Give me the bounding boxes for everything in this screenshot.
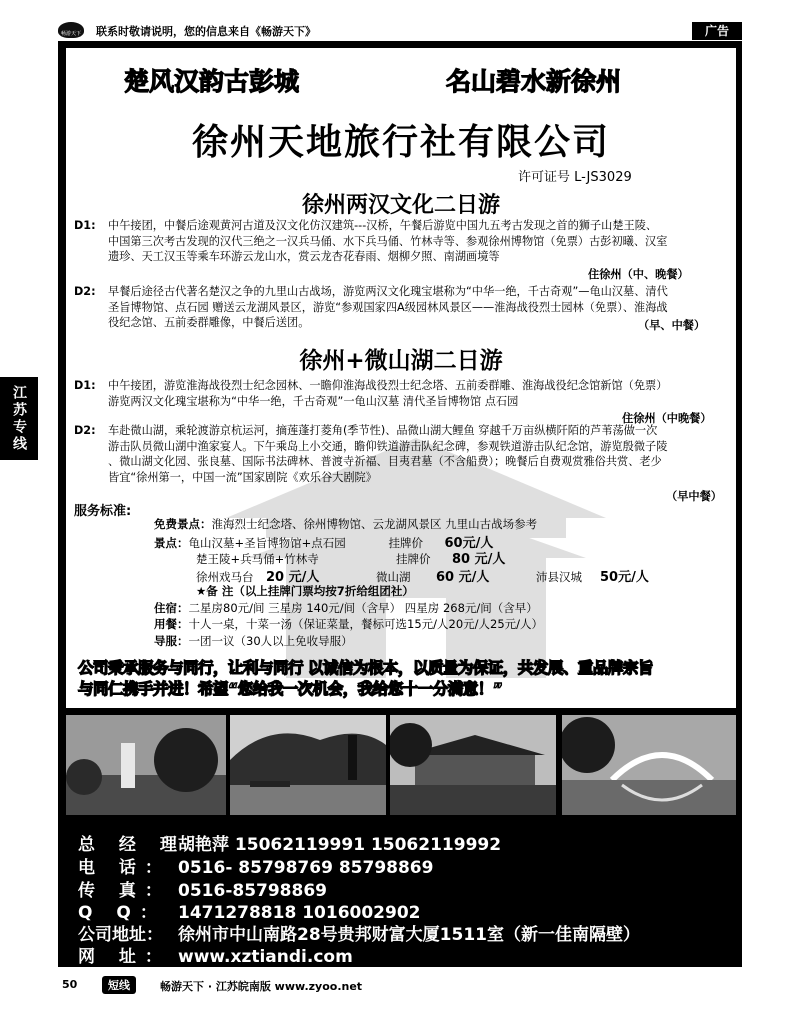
day-label: D2: xyxy=(74,424,96,437)
top-note: 联系时敬请说明，您的信息来自《畅游天下》 xyxy=(96,25,316,38)
contact-key: 网 址： xyxy=(78,947,171,967)
day-text: 车赴微山湖，乘轮渡游京杭运河，摘莲蓬打菱角(季节性)、品微山湖大鲤鱼 穿越千万亩纵横阡陌的芦苇荡做一次游击队员微山湖中渔家宴人。下午乘岛上小交通，瞻仰铁道游击队纪念碑，参观铁道游击队纪念馆，游览殷微子陵 、微山湖文化园、张良墓、国际书法碑林、普渡寺祈福、目夷君墓（不含船费）；晚餐后自费观赏雅俗共赏、老少皆宜“徐州第一，中国一流”国家剧院《欢乐谷大剧院》 xyxy=(108,424,668,484)
price-name: 楚王陵+兵马俑+竹林寺 xyxy=(196,552,319,566)
slogan-right: 名山碧水新徐州 xyxy=(446,67,622,96)
meal-text: 十人一桌，十菜一汤（保证菜量，餐标可选15元/人20元/人25元/人） xyxy=(188,617,544,631)
extra-name: 徐州戏马台 xyxy=(196,570,254,584)
page-number: 50 xyxy=(62,978,78,991)
contact-key: 公司地址： xyxy=(78,925,163,945)
day-label: D2: xyxy=(74,285,96,298)
guide-text: 一团一议（30人以上免收导服） xyxy=(188,634,353,648)
slogan xyxy=(124,62,684,94)
contact-key: Q Q： xyxy=(78,903,166,923)
ad-content xyxy=(66,48,736,708)
lodging-text: 二星房80元/间 三星房 140元/间（含早） 四星房 268元/间（含早） xyxy=(188,601,538,615)
contact-value: www.xztiandi.com xyxy=(178,947,353,967)
footer-text: 畅游天下 · 江苏皖南版 www.zyoo.net xyxy=(160,980,363,993)
price-tag: 挂牌价 xyxy=(396,552,431,566)
price-note: ★备 注（以上挂牌门票均按7折给组团社） xyxy=(196,584,414,598)
bridge-photo xyxy=(562,715,736,815)
contact-key: 总 经 理： xyxy=(78,835,212,855)
motto-line-2: 与同仁携手并进！希望“您给我一次机会，我给您十一分满意！” xyxy=(78,680,503,698)
contact-value: 0516- 85798769 85798869 xyxy=(178,858,434,878)
service-heading: 服务标准: xyxy=(74,504,132,519)
free-text: 淮海烈士纪念塔、徐州博物馆、云龙湖风景区 九里山古战场参考 xyxy=(211,517,538,531)
contact-value: 胡艳萍 15062119991 15062119992 xyxy=(178,835,502,855)
tour-title-2: 徐州+微山湖二日游 xyxy=(299,348,503,374)
day-text: 中午接团，游览淮海战役烈士纪念园林、一瞻仰淮海战役烈士纪念塔、五前委群雕、淮海战役纪念馆新馆（免票）游览两汉文化瑰宝堪称为“中华一绝，千古奇观”一龟山汉墓 清代圣旨博物馆 点石园 xyxy=(108,379,668,408)
ad-tag: 广告 xyxy=(692,22,742,40)
day-text: 中午接团，中餐后途观黄河古道及汉文化仿汉建筑---汉桥，午餐后游览中国九五考古发现之首的狮子山楚王陵、中国第三次考古发现的汉代三绝之一汉兵马俑、水下兵马俑、竹林寺等、参观徐州博物馆（免票）古彭初曦、汉室遗珍、天工汉玉等乘车环游云龙山水，赏云龙杏花春雨、烟柳夕照、南湖画境等 xyxy=(108,219,668,264)
tour2-day1 xyxy=(74,378,714,426)
meal-label: 用餐： xyxy=(154,617,189,631)
contact-value: 徐州市中山南路28号贵邦财富大厦1511室（新一佳南隔壁） xyxy=(178,925,640,945)
contact-key: 电 话： xyxy=(78,858,171,878)
slogan-left: 楚风汉韵古彭城 xyxy=(124,67,300,96)
extra-name: 微山湖 xyxy=(376,570,411,584)
price-name: 龟山汉墓+圣旨博物馆+点石园 xyxy=(188,536,346,550)
free-label: 免费景点： xyxy=(154,517,212,531)
tour1-day1-end: 住徐州（中、晚餐） xyxy=(588,268,689,281)
contact-key: 传 真： xyxy=(78,881,171,901)
day-label: D1: xyxy=(74,219,96,232)
contact-phone xyxy=(78,853,433,878)
extra-price: 50元/人 xyxy=(600,570,649,585)
company-name: 徐州天地旅行社有限公司 xyxy=(191,121,610,163)
contact-value: 0516-85798869 xyxy=(178,881,327,901)
price-value: 60元/人 xyxy=(444,536,494,551)
motto-line-1: 公司秉承服务与同行，让利与同行 以诚信为根本，以质量为保证，共发展、重品牌宗旨 xyxy=(78,659,653,677)
magazine-logo: 畅游天下 xyxy=(58,22,84,38)
tour1-day2 xyxy=(74,284,714,346)
tour1-day2-end: （早、中餐） xyxy=(638,319,706,332)
top-bar xyxy=(58,20,742,42)
tour2-day2 xyxy=(74,423,714,501)
photo-strip xyxy=(66,715,736,815)
extra-name: 沛县汉城 xyxy=(536,570,582,584)
day-text: 早餐后途径古代著名楚汉之争的九里山古战场，游览两汉文化瑰宝堪称为“中华一绝，千古奇观”—龟山汉墓、清代圣旨博物馆、点石园 赠送云龙湖风景区，游览“参观国家四A级园林风景区——淮海战役烈士园林（免票）、淮海战役纪念馆、五前委群雕像，中餐后送团。 xyxy=(108,285,668,330)
price-value: 80 元/人 xyxy=(452,552,506,567)
day-label: D1: xyxy=(74,379,96,392)
license-number: 许可证号 L-JS3029 xyxy=(518,170,632,185)
contact-manager xyxy=(78,830,501,855)
lodging-label: 住宿： xyxy=(154,601,189,615)
extra-price: 20 元/人 xyxy=(266,570,320,585)
temple-photo xyxy=(390,715,556,815)
spots-label: 景点： xyxy=(154,536,189,550)
monument-photo xyxy=(66,715,226,815)
extra-price: 60 元/人 xyxy=(436,570,490,585)
lake-pagoda-photo xyxy=(230,715,386,815)
section-tag: 短线 xyxy=(102,976,136,994)
contact-website xyxy=(78,942,353,967)
contact-value: 1471278818 1016002902 xyxy=(178,903,421,923)
price-tag: 挂牌价 xyxy=(388,536,423,550)
guide-label: 导服： xyxy=(154,634,189,648)
tour2-day1-end: 住徐州（中晚餐） xyxy=(622,412,712,425)
tour2-day2-end: （早中餐） xyxy=(666,490,722,503)
tour-title-1: 徐州两汉文化二日游 xyxy=(301,193,500,218)
side-tab: 江苏专线 xyxy=(0,377,38,460)
